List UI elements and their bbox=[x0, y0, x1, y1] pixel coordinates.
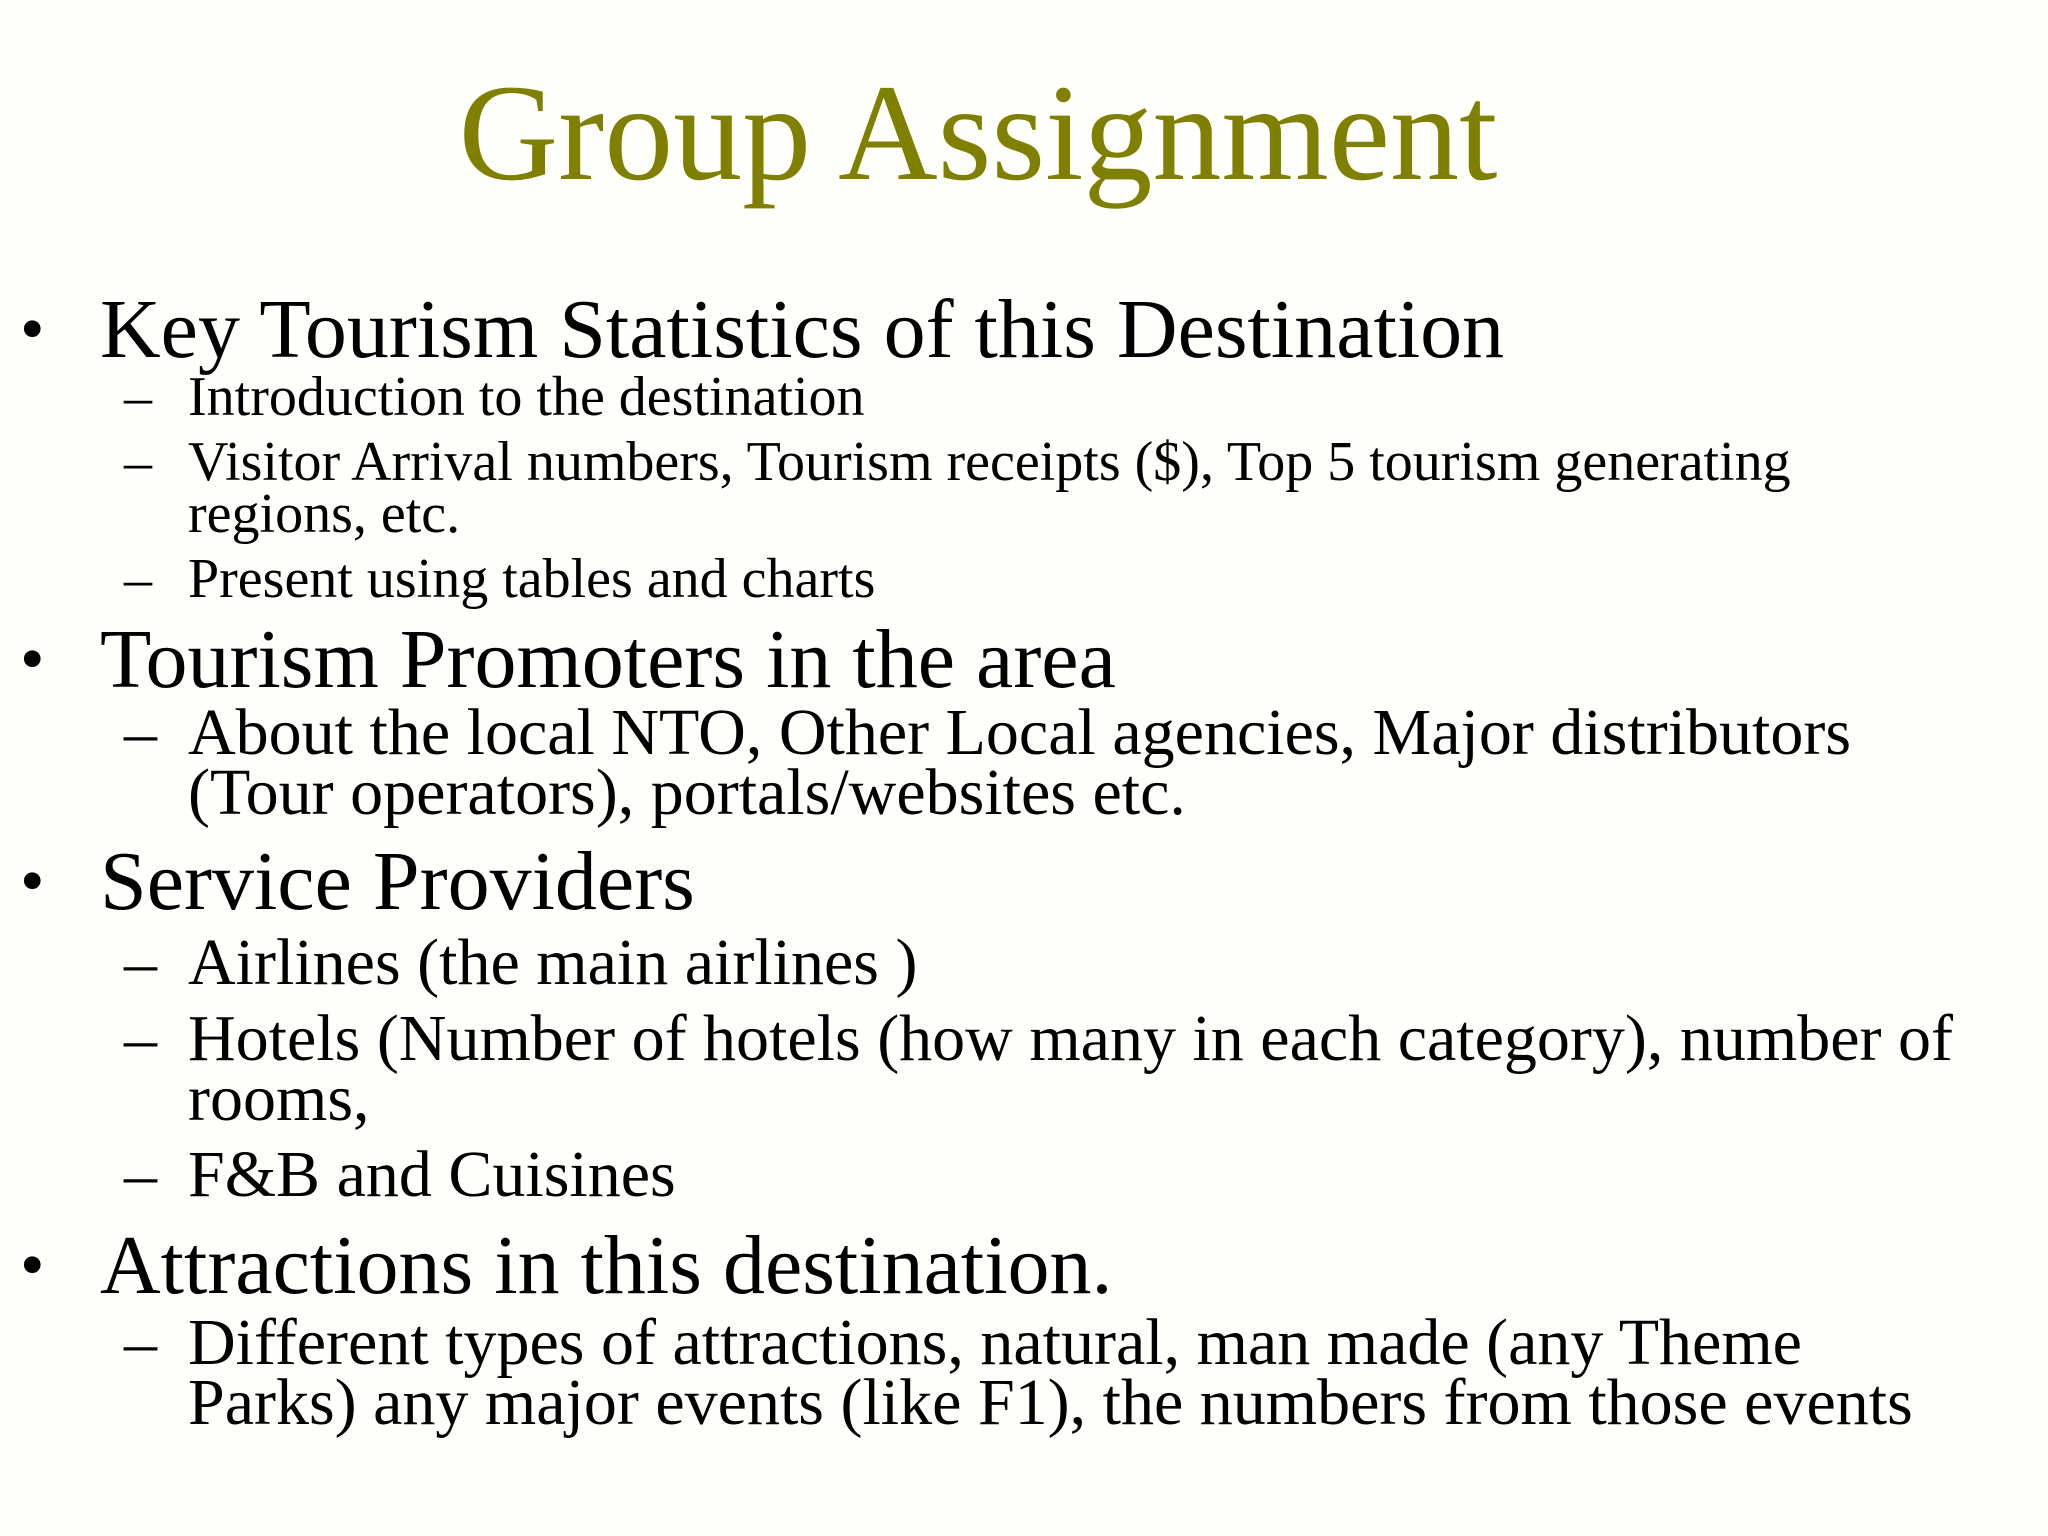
sub-bullet-line: F&B and Cuisines bbox=[188, 1138, 676, 1211]
dash-icon: – bbox=[124, 1002, 157, 1075]
dash-icon: – bbox=[124, 431, 152, 493]
sub-bullet-introduction bbox=[0, 366, 2048, 428]
dash-icon: – bbox=[124, 366, 152, 428]
bullet-heading: Key Tourism Statistics of this Destination bbox=[100, 283, 1505, 376]
slide-title: Group Assignment bbox=[458, 56, 1498, 209]
sub-bullet-hotels bbox=[0, 1002, 2048, 1135]
sub-bullet-line: Hotels (Number of hotels (how many in each category), number of bbox=[188, 1002, 1953, 1075]
sub-bullet-local-nto bbox=[0, 696, 2048, 829]
bullet-tourism-promoters bbox=[0, 615, 2048, 705]
sub-bullet-line: Airlines (the main airlines ) bbox=[188, 926, 918, 999]
bullet-icon: • bbox=[20, 621, 45, 698]
sub-bullet-line: rooms, bbox=[188, 1062, 370, 1135]
sub-bullet-line: regions, etc. bbox=[188, 483, 461, 545]
bullet-icon: • bbox=[20, 843, 45, 920]
sub-bullet-airlines bbox=[0, 926, 2048, 999]
sub-bullet-line: Different types of attractions, natural, man made (any Theme bbox=[188, 1306, 1802, 1379]
dash-icon: – bbox=[124, 926, 157, 999]
sub-bullet-fnb bbox=[0, 1138, 2048, 1211]
slide-content bbox=[0, 283, 2048, 1439]
sub-bullet-line: Parks) any major events (like F1), the numbers from those events bbox=[188, 1366, 1913, 1439]
bullet-heading: Service Providers bbox=[100, 835, 695, 928]
sub-bullet-present-tables bbox=[0, 548, 2048, 610]
sub-bullet-line: Introduction to the destination bbox=[188, 366, 865, 428]
sub-bullet-attraction-types bbox=[0, 1306, 2048, 1439]
bullet-key-tourism-statistics bbox=[0, 285, 2048, 375]
sub-bullet-line: Visitor Arrival numbers, Tourism receipts ($), Top 5 tourism generating bbox=[188, 431, 1791, 493]
bullet-attractions bbox=[0, 1221, 2048, 1311]
sub-bullet-line: About the local NTO, Other Local agencies, Major distributors bbox=[188, 696, 1852, 769]
bullet-icon: • bbox=[20, 291, 45, 368]
bullet-heading: Tourism Promoters in the area bbox=[100, 613, 1116, 706]
dash-icon: – bbox=[124, 548, 152, 610]
dash-icon: – bbox=[124, 696, 157, 769]
dash-icon: – bbox=[124, 1306, 157, 1379]
dash-icon: – bbox=[124, 1138, 157, 1211]
bullet-heading: Attractions in this destination. bbox=[100, 1219, 1113, 1312]
sub-bullet-line: (Tour operators), portals/websites etc. bbox=[188, 756, 1186, 829]
bullet-service-providers bbox=[0, 837, 2048, 927]
sub-bullet-visitor-arrivals bbox=[0, 431, 2048, 545]
sub-bullet-line: Present using tables and charts bbox=[188, 548, 876, 610]
bullet-icon: • bbox=[20, 1227, 45, 1304]
